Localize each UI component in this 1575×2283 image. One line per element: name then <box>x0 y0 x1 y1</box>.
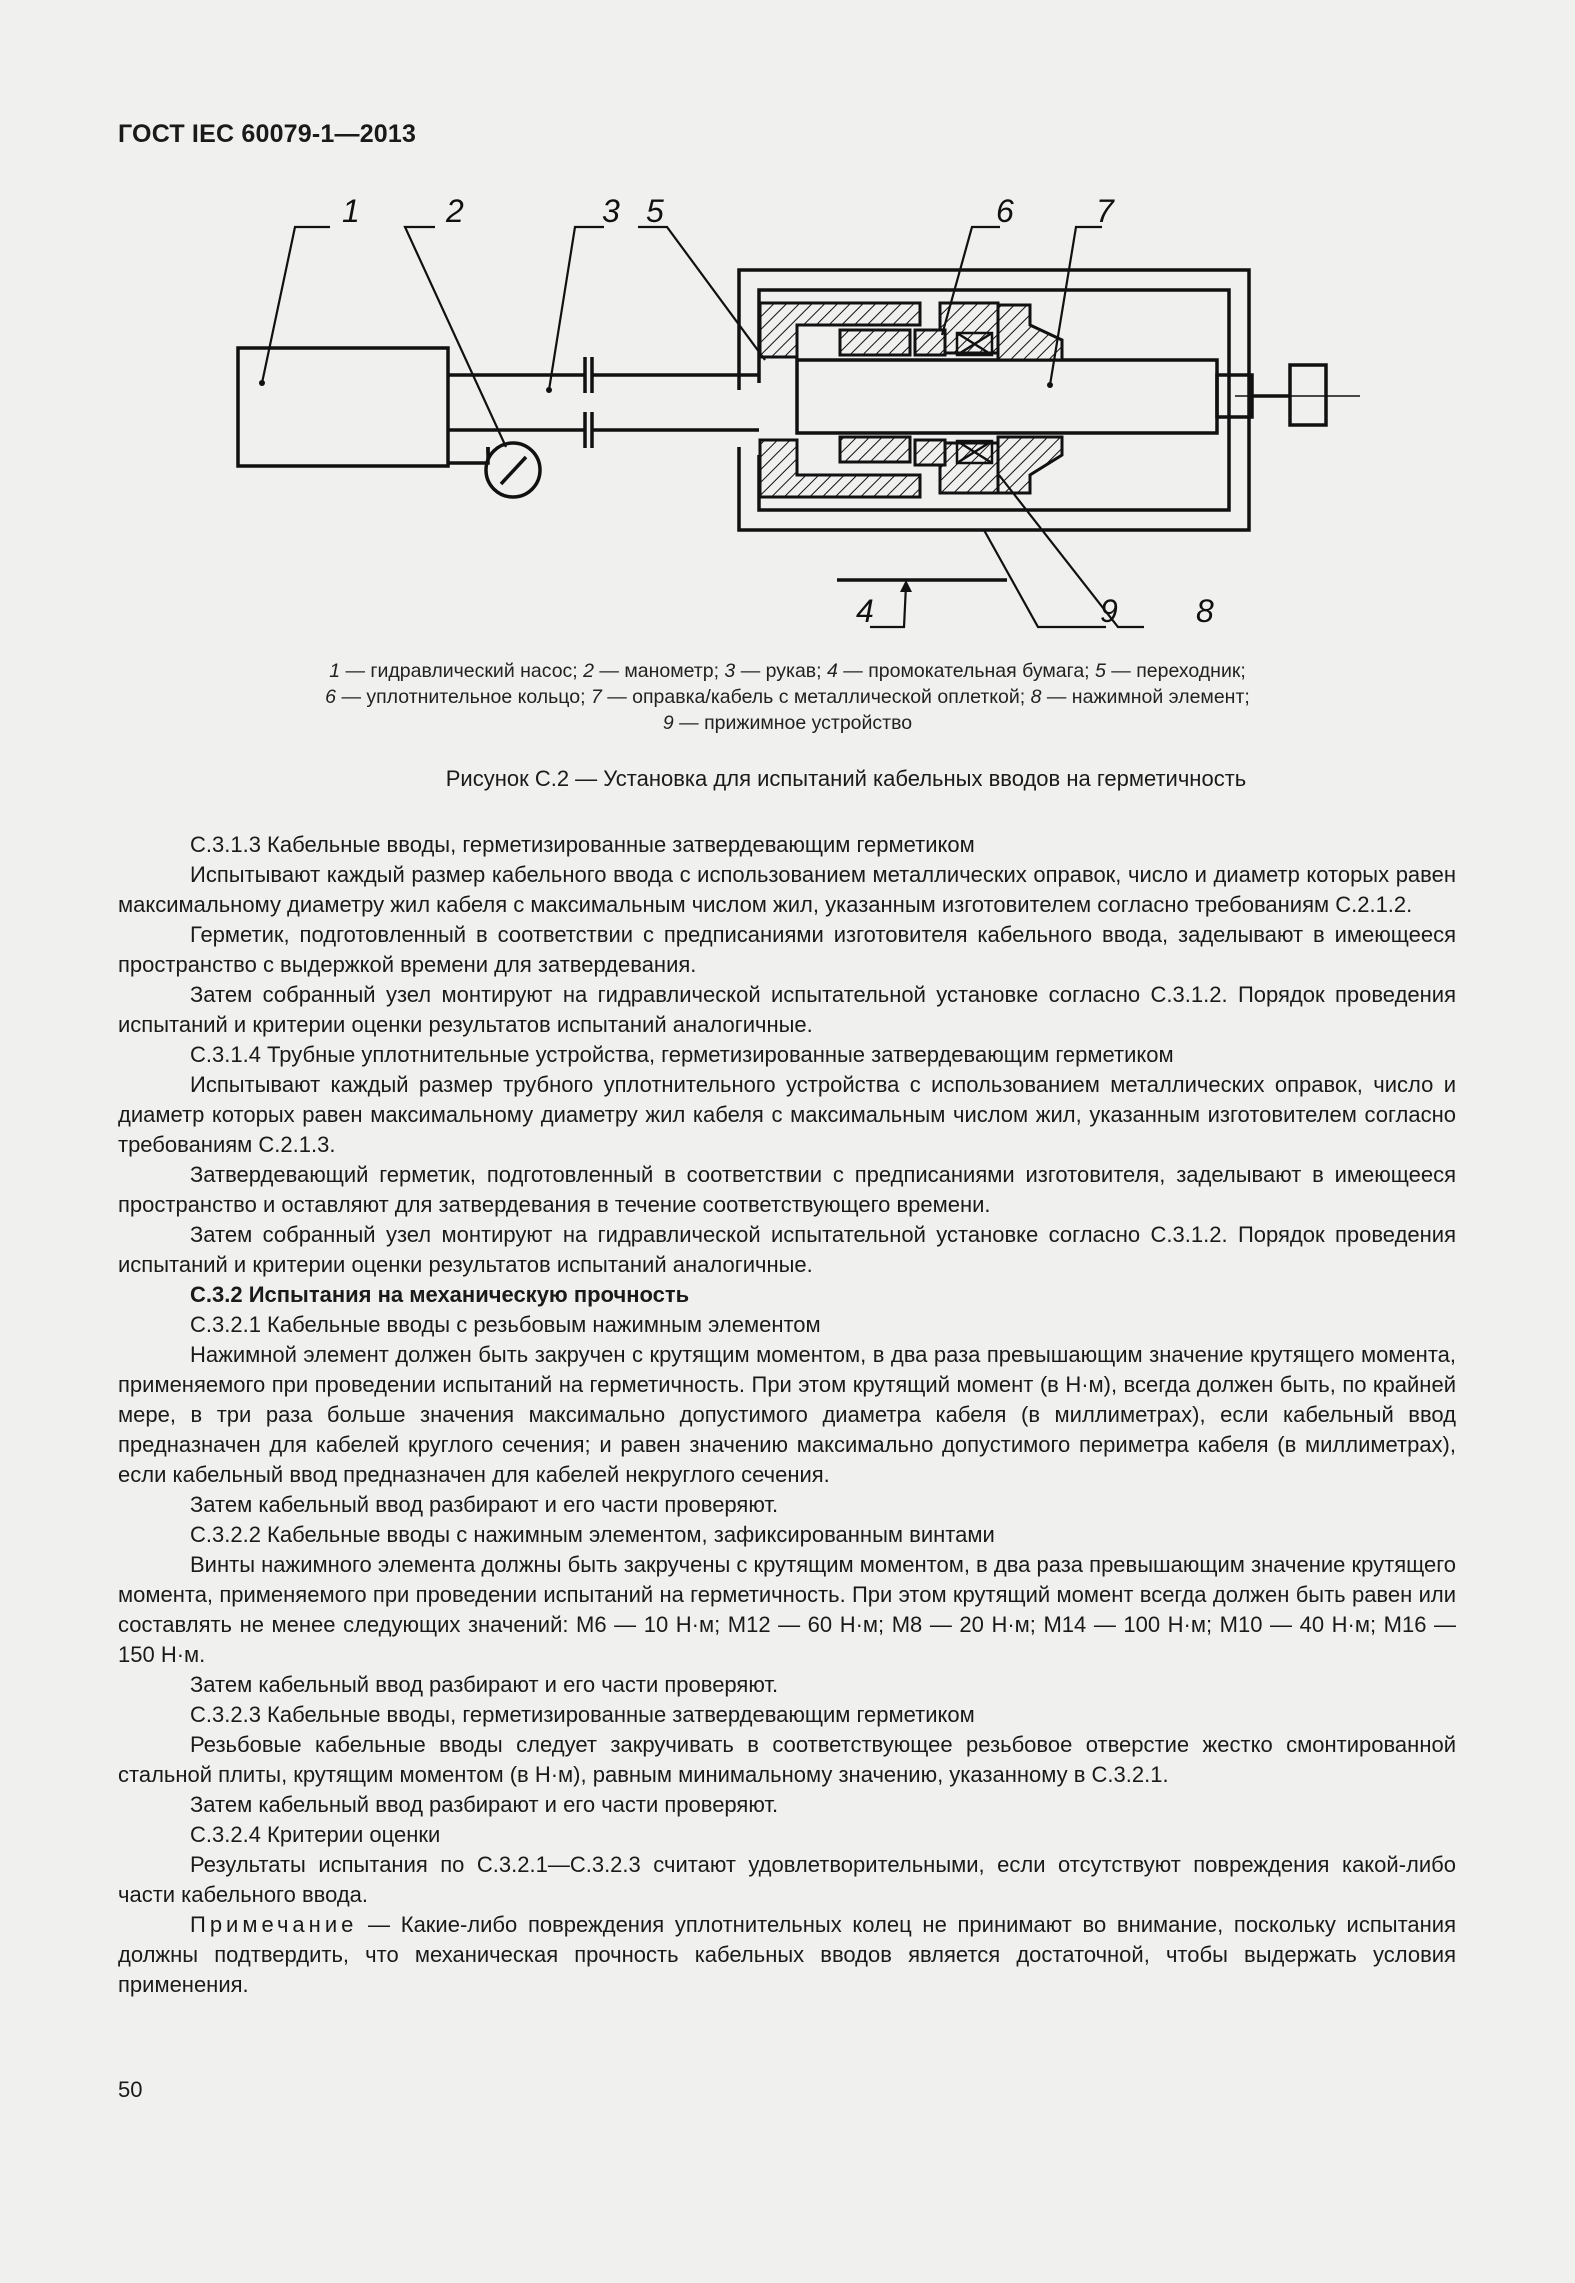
callout-1: 1 <box>342 193 360 229</box>
body-text <box>118 830 1456 2000</box>
paragraph: Затем кабельный ввод разбирают и его части проверяют. <box>190 1492 779 1517</box>
paragraph: Затем собранный узел монтируют на гидравлической испытательной установке согласно С.3.1.2. Порядок проведения испытаний и критерии оценки результатов испытаний аналогичные. <box>118 982 1456 1037</box>
page-number: 50 <box>118 2077 143 2102</box>
legend-line-1: 1 — гидравлический насос; 2 — манометр; 3 — рукав; 4 — промокательная бумага; 5 — переходник; <box>329 660 1246 682</box>
paragraph: Затем кабельный ввод разбирают и его части проверяют. <box>190 1792 779 1817</box>
callout-4: 4 <box>856 593 874 629</box>
legend-line-3: 9 — прижимное устройство <box>662 712 913 734</box>
callout-7: 7 <box>1096 193 1114 229</box>
callout-5: 5 <box>646 193 664 229</box>
note-label: Примечание <box>190 1912 358 1937</box>
paragraph: Винты нажимного элемента должны быть закручены с крутящим моментом, в два раза превышающим значение крутящего момента, применяемого при проведении испытаний на герметичность. При этом крутящий момент всегда должен быть равен или составлять не менее следующих значений: М6 — 10 Н·м; М12 — 60 Н·м; М8 — 20 Н·м; М14 — 100 Н·м; М10 — 40 Н·м; М16 — 150 Н·м. <box>118 1552 1456 1667</box>
seal-ring <box>840 330 910 355</box>
pressing-element <box>998 305 1062 360</box>
hydraulic-pump <box>238 348 448 466</box>
document-header: ГОСТ IEC 60079-1—2013 <box>118 120 417 148</box>
paragraph: Герметик, подготовленный в соответствии с предписаниями изготовителя кабельного ввода, заделывают в имеющееся пространство с выдержкой времени для затвердевания. <box>118 922 1456 977</box>
paragraph: Испытывают каждый размер кабельного ввода с использованием металлических оправок, число и диаметр которых равен максимальному диаметру жил кабеля с максимальным числом жил, указанным изготовителем согласно требованиям С.2.1.2. <box>118 862 1456 917</box>
paragraph: Затем собранный узел монтируют на гидравлической испытательной установке согласно С.3.1.2. Порядок проведения испытаний и критерии оценки результатов испытаний аналогичные. <box>118 1222 1456 1277</box>
section-heading: С.3.2 Испытания на механическую прочность <box>190 1282 690 1307</box>
mandrel-cable <box>797 360 1217 433</box>
paragraph: Результаты испытания по С.3.2.1—С.3.2.3 считают удовлетворительными, если отсутствуют повреждения какой-либо части кабельного ввода. <box>118 1852 1456 1907</box>
paragraph: С.3.1.4 Трубные уплотнительные устройства, герметизированные затвердевающим герметиком <box>190 1042 1174 1067</box>
legend-line-2: 6 — уплотнительное кольцо; 7 — оправка/кабель с металлической оплеткой; 8 — нажимной элемент; <box>325 686 1250 708</box>
figure-hydraulic-test-setup <box>230 185 1380 655</box>
note-text: — Какие-либо повреждения уплотнительных колец не принимают во внимание, поскольку испытания должны подтвердить, что механическая прочность кабельных вводов является достаточной, чтобы выдержать условия применения. <box>118 1912 1456 1997</box>
paragraph: С.3.2.3 Кабельные вводы, герметизированные затвердевающим герметиком <box>190 1702 975 1727</box>
callout-3: 3 <box>602 193 620 229</box>
callout-6: 6 <box>996 193 1014 229</box>
paragraph: С.3.2.1 Кабельные вводы с резьбовым нажимным элементом <box>190 1312 821 1337</box>
paragraph: Резьбовые кабельные вводы следует закручивать в соответствующее резьбовое отверстие жестко смонтированной стальной плиты, крутящим моментом (в Н·м), равным минимальному значению, указанному в С.3.2.1. <box>118 1732 1456 1787</box>
paragraph: С.3.2.2 Кабельные вводы с нажимным элементом, зафиксированным винтами <box>190 1522 995 1547</box>
paragraph: Испытывают каждый размер трубного уплотнительного устройства с использованием металлических оправок, число и диаметр которых равен максимальному диаметру жил кабеля с максимальным числом жил, указанным изготовителем согласно требованиям С.2.1.3. <box>118 1072 1456 1157</box>
callout-9: 9 <box>1100 593 1118 629</box>
paragraph: Затвердевающий герметик, подготовленный в соответствии с предписаниями изготовителя, заделывают в имеющееся пространство и оставляют для затвердевания в течение соответствующего времени. <box>118 1162 1456 1217</box>
paragraph: Нажимной элемент должен быть закручен с крутящим моментом, в два раза превышающим значение крутящего момента, применяемого при проведении испытаний на герметичность. При этом крутящий момент (в Н·м), всегда должен быть, по крайней мере, в три раза больше значения максимально допустимого диаметра кабеля (в миллиметрах), если кабельный ввод предназначен для кабелей круглого сечения; и равен значению максимально допустимого периметра кабеля (в миллиметрах), если кабельный ввод предназначен для кабелей некруглого сечения. <box>118 1342 1456 1487</box>
callout-8: 8 <box>1196 593 1214 629</box>
note <box>118 1910 1456 2000</box>
figure-title: Рисунок С.2 — Установка для испытаний кабельных вводов на герметичность <box>445 766 1247 791</box>
paragraph: С.3.1.3 Кабельные вводы, герметизированные затвердевающим герметиком <box>190 832 975 857</box>
callout-2: 2 <box>446 193 464 229</box>
paragraph: Затем кабельный ввод разбирают и его части проверяют. <box>190 1672 779 1697</box>
paragraph: С.3.2.4 Критерии оценки <box>190 1822 441 1847</box>
figure-legend <box>160 658 1415 736</box>
